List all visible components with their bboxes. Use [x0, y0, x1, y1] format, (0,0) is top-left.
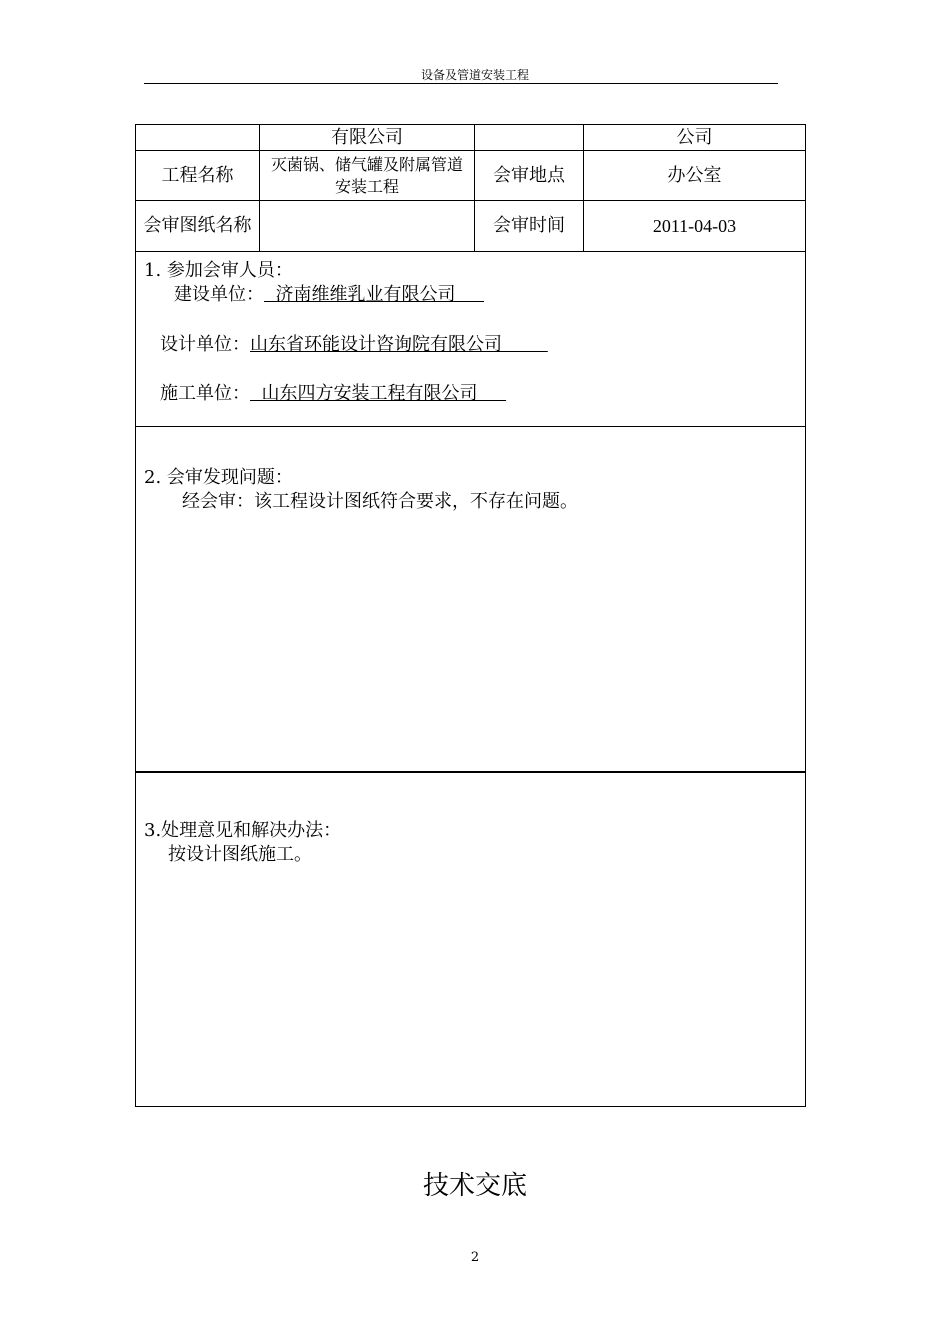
- builder-unit-label: 施工单位：: [160, 383, 250, 404]
- drawing-name-label: 会审图纸名称: [136, 201, 260, 252]
- drawing-name-value: [260, 201, 475, 252]
- review-time-label: 会审时间: [475, 201, 584, 252]
- construction-unit-label: 建设单位：: [174, 284, 264, 305]
- review-time-value: 2011-04-03: [584, 201, 806, 252]
- review-place-value: 办公室: [584, 151, 806, 201]
- company-cell-1: 有限公司: [260, 125, 475, 151]
- table-row-drawing: [136, 201, 806, 252]
- table-row-project: [136, 151, 806, 201]
- company-blank-cell: [136, 125, 260, 151]
- company-blank-cell-2: [475, 125, 584, 151]
- issues-heading: 2. 会审发现问题：: [144, 467, 293, 488]
- issues-section: [135, 426, 806, 773]
- resolution-content: 按设计图纸施工。: [168, 844, 312, 865]
- page-header-title: 设备及管道安装工程: [420, 68, 529, 82]
- review-info-table: [135, 124, 806, 252]
- next-section-title: 技术交底: [422, 1171, 527, 1201]
- project-name-value: 灭菌锅、储气罐及附属管道安装工程: [260, 151, 475, 201]
- attendees-section: [135, 252, 806, 427]
- company-cell-2: 公司: [584, 125, 806, 151]
- project-name-label: 工程名称: [136, 151, 260, 201]
- design-unit-value: 山东省环能设计咨询院有限公司: [250, 334, 548, 355]
- issues-content: 经会审：该工程设计图纸符合要求，不存在问题。: [182, 491, 578, 512]
- construction-unit-value: 济南维维乳业有限公司: [264, 284, 485, 305]
- attendees-heading: 1. 参加会审人员：: [144, 260, 293, 281]
- header-rule: [144, 83, 778, 84]
- design-unit-line: [160, 330, 548, 356]
- resolution-section: [135, 771, 806, 1107]
- table-row-company: [136, 125, 806, 151]
- design-unit-label: 设计单位：: [160, 334, 250, 355]
- builder-unit-line: [160, 379, 506, 405]
- page-number: 2: [470, 1250, 480, 1265]
- resolution-heading: 3.处理意见和解决办法：: [144, 820, 342, 841]
- review-place-label: 会审地点: [475, 151, 584, 201]
- construction-unit-line: [174, 280, 484, 306]
- builder-unit-value: 山东四方安装工程有限公司: [250, 383, 507, 404]
